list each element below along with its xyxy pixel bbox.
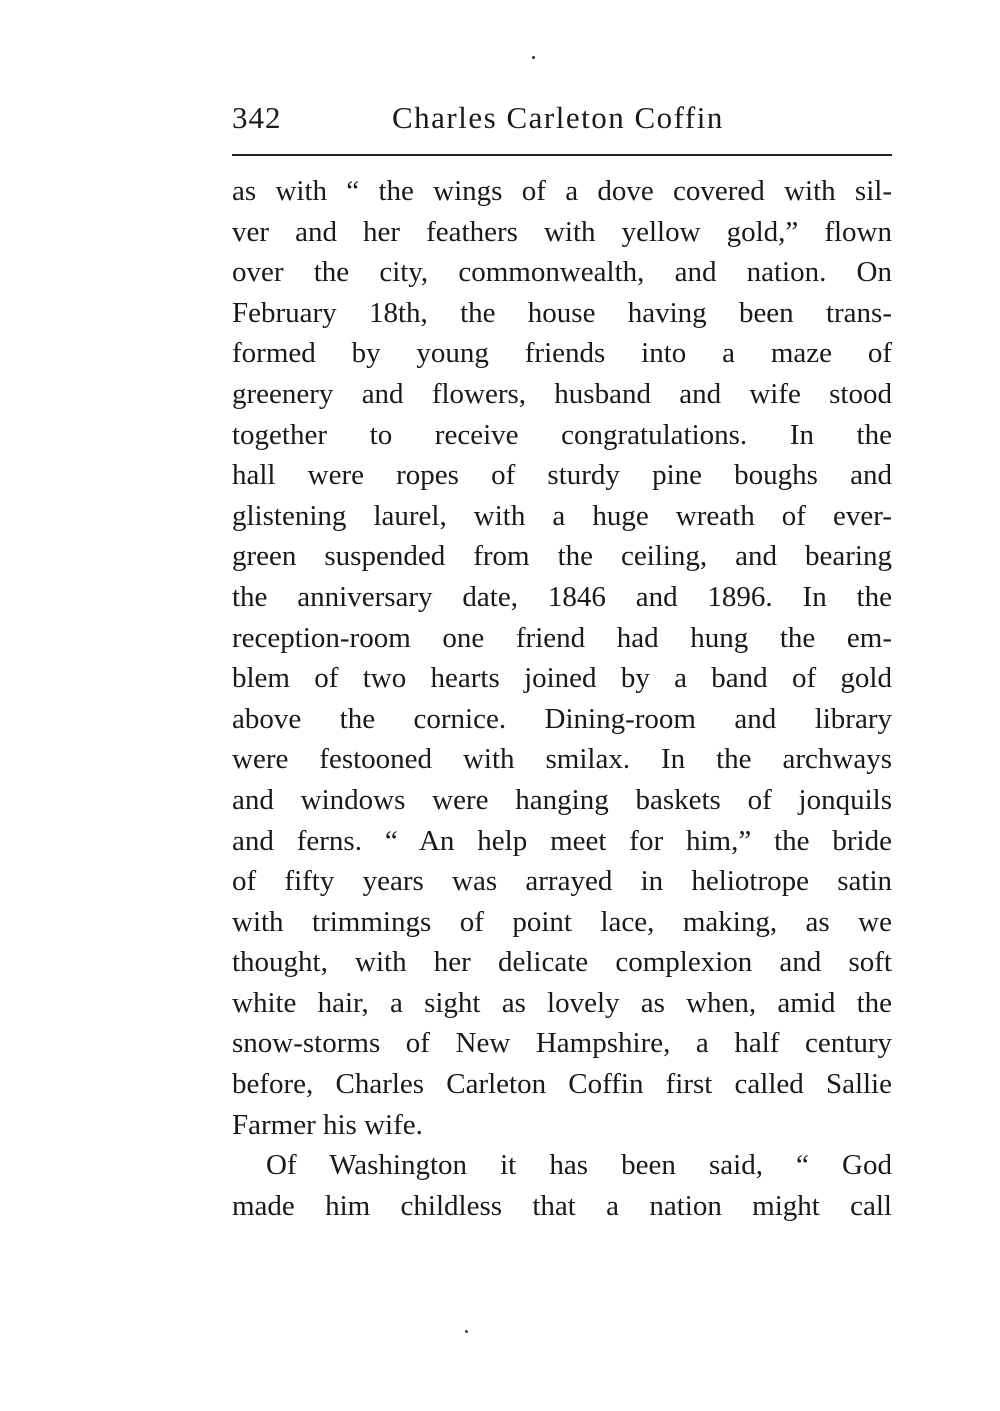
bottom-speck bbox=[465, 1330, 468, 1333]
header-rule bbox=[232, 154, 892, 156]
text-line: blem of two hearts joined by a band of gold bbox=[232, 662, 892, 695]
text-line: over the city, commonwealth, and nation. On bbox=[232, 256, 892, 289]
text-line: were festooned with smilax. In the archways bbox=[232, 743, 892, 776]
text-line: before, Charles Carleton Coffin first called Sallie bbox=[232, 1068, 892, 1101]
text-line: above the cornice. Dining-room and library bbox=[232, 702, 892, 735]
page-number: 342 bbox=[232, 100, 282, 135]
text-line: reception-room one friend had hung the em- bbox=[232, 621, 892, 654]
text-line: the anniversary date, 1846 and 1896. In the bbox=[232, 580, 892, 613]
text-line: ver and her feathers with yellow gold,” flown bbox=[232, 215, 892, 248]
text-line: green suspended from the ceiling, and bearing bbox=[232, 540, 892, 573]
text-line: and windows were hanging baskets of jonquils bbox=[232, 783, 892, 816]
text-line: thought, with her delicate complexion and soft bbox=[232, 946, 892, 979]
top-speck bbox=[532, 56, 535, 59]
text-line: as with “ the wings of a dove covered with sil- bbox=[232, 175, 892, 207]
text-line: greenery and flowers, husband and wife stood bbox=[232, 377, 892, 410]
text-line: white hair, a sight as lovely as when, amid the bbox=[232, 986, 892, 1019]
text-line: together to receive congratulations. In the bbox=[232, 418, 892, 451]
text-line: made him childless that a nation might call bbox=[232, 1189, 892, 1222]
text-line: of fifty years was arrayed in heliotrope satin bbox=[232, 865, 892, 898]
body-text bbox=[232, 171, 892, 1226]
text-line: snow-storms of New Hampshire, a half century bbox=[232, 1027, 892, 1060]
text-line: February 18th, the house having been trans- bbox=[232, 296, 892, 329]
text-line: formed by young friends into a maze of bbox=[232, 337, 892, 370]
running-title: Charles Carleton Coffin bbox=[392, 100, 724, 135]
paragraph-end-line: Farmer his wife. bbox=[232, 1108, 423, 1141]
text-line: glistening laurel, with a huge wreath of ever- bbox=[232, 499, 892, 532]
paragraph-start-line: Of Washington it has been said, “ God bbox=[266, 1149, 892, 1182]
text-line: with trimmings of point lace, making, as we bbox=[232, 905, 892, 938]
text-line: hall were ropes of sturdy pine boughs and bbox=[232, 459, 892, 492]
page-header bbox=[232, 100, 892, 144]
text-line: and ferns. “ An help meet for him,” the bride bbox=[232, 824, 892, 857]
